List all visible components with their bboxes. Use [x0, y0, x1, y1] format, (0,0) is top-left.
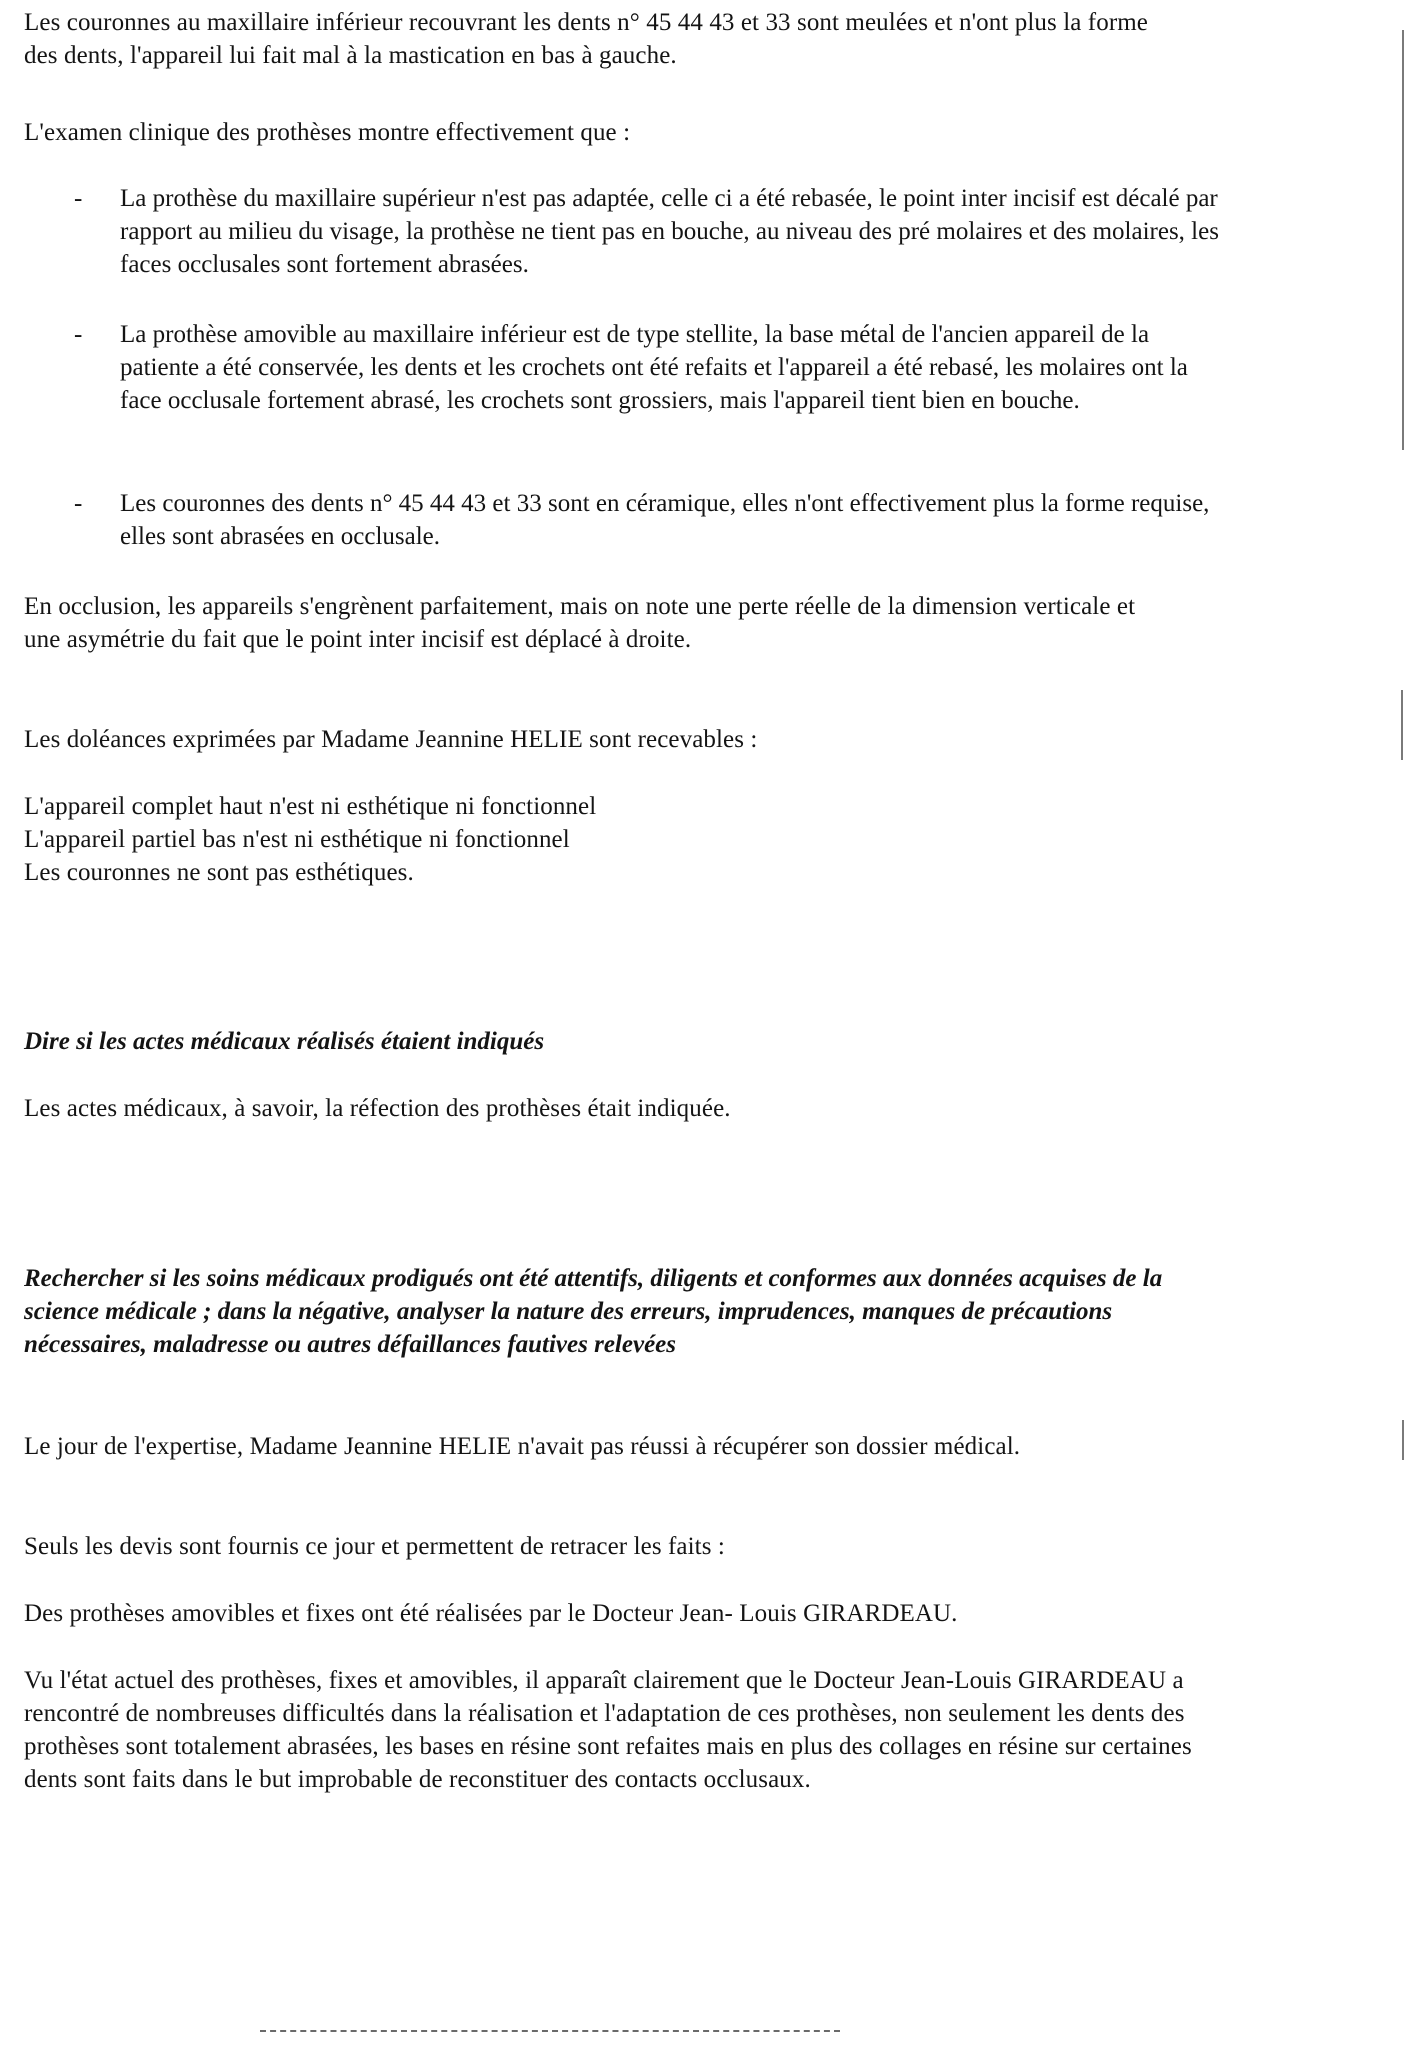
paragraph-prostheses-made: Des prothèses amovibles et fixes ont été réalisées par le Docteur Jean- Louis GIRARDEAU.: [24, 1600, 958, 1627]
scan-edge-artifact: [1401, 690, 1403, 760]
bullet-lower-prosthesis: La prothèse amovible au maxillaire inférieur est de type stellite, la base métal de l'ancien appareil de la patiente a été conservée, les dents et les crochets ont été refaits et l'appareil a été rebasé, les molaires ont la face occlusale fortement abrasé, les crochets sont grossiers, mais l'appareil tient bien en bouche.: [120, 321, 1188, 414]
scan-edge-artifact: [1402, 1420, 1404, 1460]
complaint-line: L'appareil partiel bas n'est ni esthétique ni fonctionnel: [24, 826, 570, 853]
scan-edge-artifact: [1402, 30, 1404, 450]
complaint-line: L'appareil complet haut n'est ni esthétique ni fonctionnel: [24, 793, 597, 820]
section-heading-care-quality: Rechercher si les soins médicaux prodigués ont été attentifs, diligents et conformes aux données acquises de la science médicale ; dans la négative, analyser la nature des erreurs, imprudences, manques de précautions nécessaires, maladresse ou autres défaillances fautives relevées: [24, 1265, 1163, 1358]
paragraph-quotes-provided: Seuls les devis sont fournis ce jour et permettent de retracer les faits :: [24, 1533, 725, 1560]
paragraph-current-state: Vu l'état actuel des prothèses, fixes et amovibles, il apparaît clairement que le Docteur Jean-Louis GIRARDEAU a rencontré de nombreuses difficultés dans la réalisation et l'adaptation de ces prothèses, non seulement les dents des prothèses sont totalement abrasées, les bases en résine sont refaites mais en plus des collages en résine sur certaines dents sont faits dans le but improbable de reconstituer des contacts occlusaux.: [24, 1667, 1192, 1793]
complaint-line: Les couronnes ne sont pas esthétiques.: [24, 859, 414, 886]
bullet-dash: -: [74, 321, 83, 348]
page-bottom-rule: [260, 2030, 840, 2032]
paragraph-occlusion: En occlusion, les appareils s'engrènent parfaitement, mais on note une perte réelle de la dimension verticale et une asymétrie du fait que le point inter incisif est déplacé à droite.: [24, 593, 1136, 653]
bullet-upper-prosthesis: La prothèse du maxillaire supérieur n'est pas adaptée, celle ci a été rebasée, le point inter incisif est décalé par rapport au milieu du visage, la prothèse ne tient pas en bouche, au niveau des pré molaires et des molaires, les faces occlusales sont fortement abrasées.: [120, 185, 1219, 278]
bullet-dash: -: [74, 185, 83, 212]
bullet-crowns: Les couronnes des dents n° 45 44 43 et 33 sont en céramique, elles n'ont effectivement plus la forme requise, elles sont abrasées en occlusale.: [120, 490, 1210, 550]
paragraph-complaints-intro: Les doléances exprimées par Madame Jeannine HELIE sont recevables :: [24, 726, 758, 753]
paragraph-acts-indicated: Les actes médicaux, à savoir, la réfection des prothèses était indiquée.: [24, 1095, 731, 1122]
paragraph-crowns-lower: Les couronnes au maxillaire inférieur recouvrant les dents n° 45 44 43 et 33 sont meulées et n'ont plus la forme des dents, l'appareil lui fait mal à la mastication en bas à gauche.: [24, 9, 1148, 69]
bullet-dash: -: [74, 490, 83, 517]
section-heading-indicated-acts: Dire si les actes médicaux réalisés étaient indiqués: [24, 1028, 545, 1055]
paragraph-expertise-day: Le jour de l'expertise, Madame Jeannine HELIE n'avait pas réussi à récupérer son dossier médical.: [24, 1433, 1021, 1460]
paragraph-clinical-exam-intro: L'examen clinique des prothèses montre effectivement que :: [24, 119, 631, 146]
